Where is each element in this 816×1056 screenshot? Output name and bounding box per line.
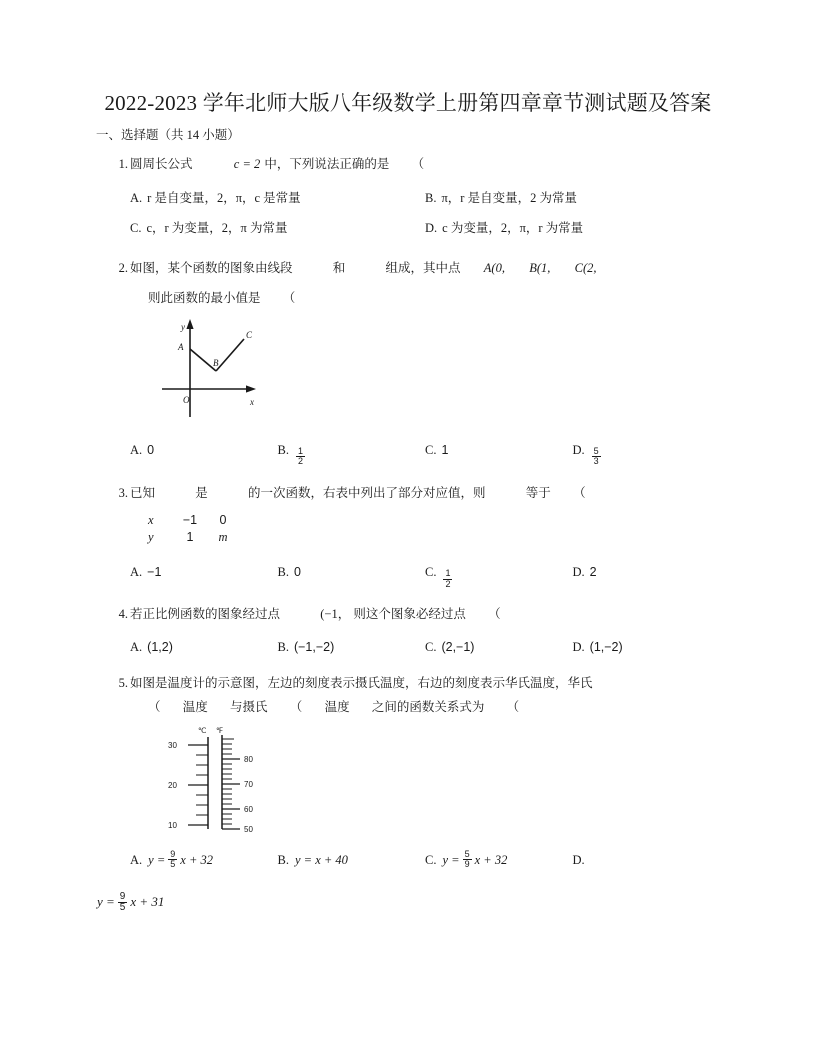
option-5-B[interactable] — [278, 846, 426, 874]
question-2-point-c: C(2, — [574, 261, 597, 275]
fraction-nine-fifths — [118, 892, 128, 913]
option-text: (1,2) — [147, 639, 173, 654]
question-2-stem-a: 如图，某个函数的图象由线段 — [130, 261, 293, 275]
option-label: A. — [130, 639, 143, 654]
option-5-C[interactable] — [425, 846, 573, 874]
question-1 — [96, 149, 720, 179]
question-2-options — [96, 436, 720, 466]
fahrenheit-tick-50: 50 — [244, 824, 253, 834]
option-label: B. — [277, 852, 289, 867]
question-5-stem-d: （ — [289, 699, 303, 714]
question-5-stem-b: 温度 — [182, 699, 208, 714]
question-5-figure — [96, 723, 720, 840]
question-5-stem-a: （ — [148, 699, 161, 714]
question-3-stem — [130, 486, 586, 500]
option-text: π，r 是自变量，2 为常量 — [441, 191, 577, 205]
option-text: 0 — [147, 443, 155, 457]
origin-label: O — [183, 395, 190, 405]
question-5-paren: （ — [506, 699, 520, 714]
option-label: B. — [425, 191, 437, 205]
fraction-five-thirds — [592, 447, 601, 466]
option-text: 1 — [441, 443, 449, 457]
question-3-stem-b: 是 — [195, 486, 208, 501]
question-2-paren: （ — [282, 291, 296, 305]
question-1-stem — [130, 157, 424, 171]
question-3-number: 3. — [118, 486, 128, 501]
question-4-paren: （ — [488, 606, 501, 621]
fahrenheit-unit-label: ℉ — [216, 725, 224, 735]
option-text: (1,−2) — [589, 639, 623, 654]
question-4-stem-b: (−1， — [320, 606, 351, 621]
option-label: C. — [130, 221, 142, 235]
option-1-D[interactable] — [425, 213, 720, 243]
question-5-stem-c: 与摄氏 — [230, 699, 268, 714]
question-2-figure — [96, 317, 720, 430]
option-label: C. — [425, 443, 437, 457]
fraction-denominator: 5 — [170, 859, 176, 870]
fraction-one-half — [443, 569, 452, 588]
option-3-D[interactable] — [573, 558, 721, 588]
fraction-numerator: 1 — [297, 446, 303, 456]
option-text: c，r 为变量，2，π 为常量 — [146, 221, 288, 235]
option-text: (2,−1) — [441, 639, 475, 654]
table-cell-x-1: −1 — [182, 513, 198, 528]
option-2-B[interactable] — [278, 436, 426, 466]
option-label: D. — [572, 565, 585, 580]
question-4 — [96, 599, 720, 629]
question-3 — [96, 478, 720, 508]
question-3-value-table — [148, 512, 243, 546]
option-label: C. — [425, 639, 437, 654]
fraction-numerator: 1 — [445, 568, 451, 579]
page-content — [96, 88, 720, 914]
question-3-paren: （ — [573, 486, 586, 501]
coordinate-graph-svg — [158, 317, 298, 425]
fraction-numerator: 9 — [170, 849, 176, 860]
question-2-stem-d: 则此函数的最小值是 — [148, 291, 261, 305]
table-row-label-y: y — [148, 530, 154, 545]
question-1-formula: c = 2 — [233, 157, 261, 171]
celsius-tick-30: 30 — [168, 740, 177, 750]
question-3-options — [96, 558, 720, 588]
section-heading: 一、选择题（共 14 小题） — [96, 128, 240, 142]
question-2 — [96, 253, 720, 313]
option-text: 2 — [589, 565, 597, 580]
celsius-unit-label: ℃ — [198, 725, 207, 735]
question-1-options-row-2 — [96, 213, 720, 243]
option-label: C. — [425, 852, 437, 867]
fahrenheit-tick-70: 70 — [244, 779, 253, 789]
option-label: D. — [572, 443, 585, 457]
question-5-stem-line-1: 如图是温度计的示意图，左边的刻度表示摄氏温度，右边的刻度表示华氏温度，华氏 — [130, 675, 593, 690]
option-2-D[interactable] — [573, 436, 721, 466]
option-label: A. — [130, 565, 143, 580]
celsius-tick-10: 10 — [168, 820, 177, 830]
question-4-stem — [130, 607, 501, 621]
formula-lhs: y = — [97, 893, 115, 909]
formula-rhs: x + 32 — [180, 852, 214, 867]
option-1-A[interactable] — [130, 183, 425, 213]
table-row-y — [148, 529, 243, 546]
table-cell-y-1: 1 — [186, 530, 194, 545]
question-1-stem-suffix: 中，下列说法正确的是 — [264, 157, 390, 171]
option-text: −1 — [147, 565, 162, 580]
question-5 — [96, 671, 720, 719]
fraction-denominator: 5 — [119, 901, 126, 913]
question-2-stem-c: 组成，其中点 — [385, 261, 461, 275]
question-4-stem-c: 则这个图象必经过点 — [353, 606, 466, 621]
celsius-tick-20: 20 — [168, 780, 177, 790]
thermometer-svg — [152, 723, 272, 835]
formula-rhs: x + 31 — [130, 893, 165, 909]
fraction-one-half — [296, 447, 305, 466]
fraction-denominator: 2 — [445, 578, 451, 589]
question-2-point-b: B(1, — [529, 261, 551, 275]
formula-lhs: y = — [148, 852, 166, 867]
option-text: c 为变量，2，π，r 为常量 — [442, 221, 584, 235]
fraction-denominator: 3 — [593, 456, 599, 467]
option-formula — [147, 846, 214, 874]
question-1-stem-prefix: 圆周长公式 — [130, 157, 193, 171]
option-4-B[interactable] — [278, 633, 426, 661]
question-3-stem-c: 的一次函数，右表中列出了部分对应值，则 — [248, 486, 486, 501]
option-2-A[interactable] — [130, 436, 278, 466]
question-3-stem-d: 等于 — [525, 486, 551, 501]
question-5-option-d-wrapped-formula — [96, 890, 720, 914]
fahrenheit-tick-80: 80 — [244, 754, 253, 764]
option-5-D[interactable] — [573, 846, 721, 874]
question-4-number: 4. — [118, 606, 128, 621]
question-4-stem-a: 若正比例函数的图象经过点 — [130, 606, 281, 621]
table-row-label-x: x — [148, 513, 154, 528]
table-cell-y-2: m — [218, 530, 228, 545]
page-title: 2022-2023 学年北师大版八年级数学上册第四章章节测试题及答案 — [104, 91, 712, 115]
option-formula: y = x + 40 — [294, 852, 348, 867]
option-3-A[interactable] — [130, 558, 278, 588]
option-label: B. — [277, 639, 289, 654]
point-label-A: A — [178, 342, 184, 352]
option-label: B. — [277, 443, 289, 457]
question-2-point-a: A(0, — [483, 261, 505, 275]
question-2-stem-line-2 — [130, 283, 720, 313]
table-cell-x-2: 0 — [219, 513, 227, 528]
option-1-C[interactable] — [130, 213, 425, 243]
question-5-stem-f: 之间的函数关系式为 — [371, 699, 485, 714]
question-5-options — [96, 846, 720, 874]
option-formula — [441, 846, 508, 874]
option-label: D. — [572, 852, 585, 867]
option-1-B[interactable] — [425, 183, 720, 213]
question-3-stem-a: 已知 — [130, 486, 156, 501]
question-5-stem-e: 温度 — [324, 699, 350, 714]
option-label: A. — [130, 191, 143, 205]
formula-rhs: x + 32 — [474, 852, 508, 867]
fraction-numerator: 5 — [593, 446, 599, 456]
fraction-numerator: 9 — [119, 890, 126, 902]
table-row-x — [148, 512, 243, 529]
fraction-numerator: 5 — [464, 849, 470, 860]
question-1-options-row-1 — [96, 183, 720, 213]
formula-lhs: y = — [442, 852, 460, 867]
fraction-denominator: 9 — [464, 859, 470, 870]
option-5-A[interactable] — [130, 846, 278, 874]
question-2-number: 2. — [118, 261, 128, 275]
question-2-stem-b: 和 — [332, 261, 346, 275]
fahrenheit-tick-60: 60 — [244, 804, 253, 814]
option-4-C[interactable] — [425, 633, 573, 661]
fraction-nine-fifths — [168, 850, 177, 869]
option-3-B[interactable] — [278, 558, 426, 588]
option-label: B. — [277, 565, 289, 580]
x-axis-label: x — [250, 397, 254, 407]
point-label-B: B — [213, 358, 219, 368]
fraction-denominator: 2 — [297, 456, 303, 467]
fraction-five-ninths — [463, 850, 472, 869]
y-axis-label: y — [181, 322, 185, 332]
question-1-paren: （ — [411, 157, 425, 171]
option-label: A. — [130, 443, 143, 457]
point-label-C: C — [246, 330, 253, 340]
question-5-number: 5. — [118, 675, 128, 690]
option-label: D. — [425, 221, 438, 235]
question-5-stem-line-2 — [130, 695, 720, 719]
option-label: A. — [130, 852, 143, 867]
option-text: 0 — [293, 565, 301, 580]
option-2-C[interactable] — [425, 436, 573, 466]
question-1-number: 1. — [118, 157, 128, 171]
option-4-D[interactable] — [573, 633, 721, 661]
question-2-stem-line-1 — [130, 261, 598, 275]
option-text: (−1,−2) — [293, 639, 335, 654]
option-3-C[interactable] — [425, 558, 573, 588]
question-4-options — [96, 633, 720, 661]
option-label: C. — [425, 565, 437, 580]
option-label: D. — [572, 639, 585, 654]
option-4-A[interactable] — [130, 633, 278, 661]
option-text: r 是自变量，2，π，c 是常量 — [147, 191, 301, 205]
